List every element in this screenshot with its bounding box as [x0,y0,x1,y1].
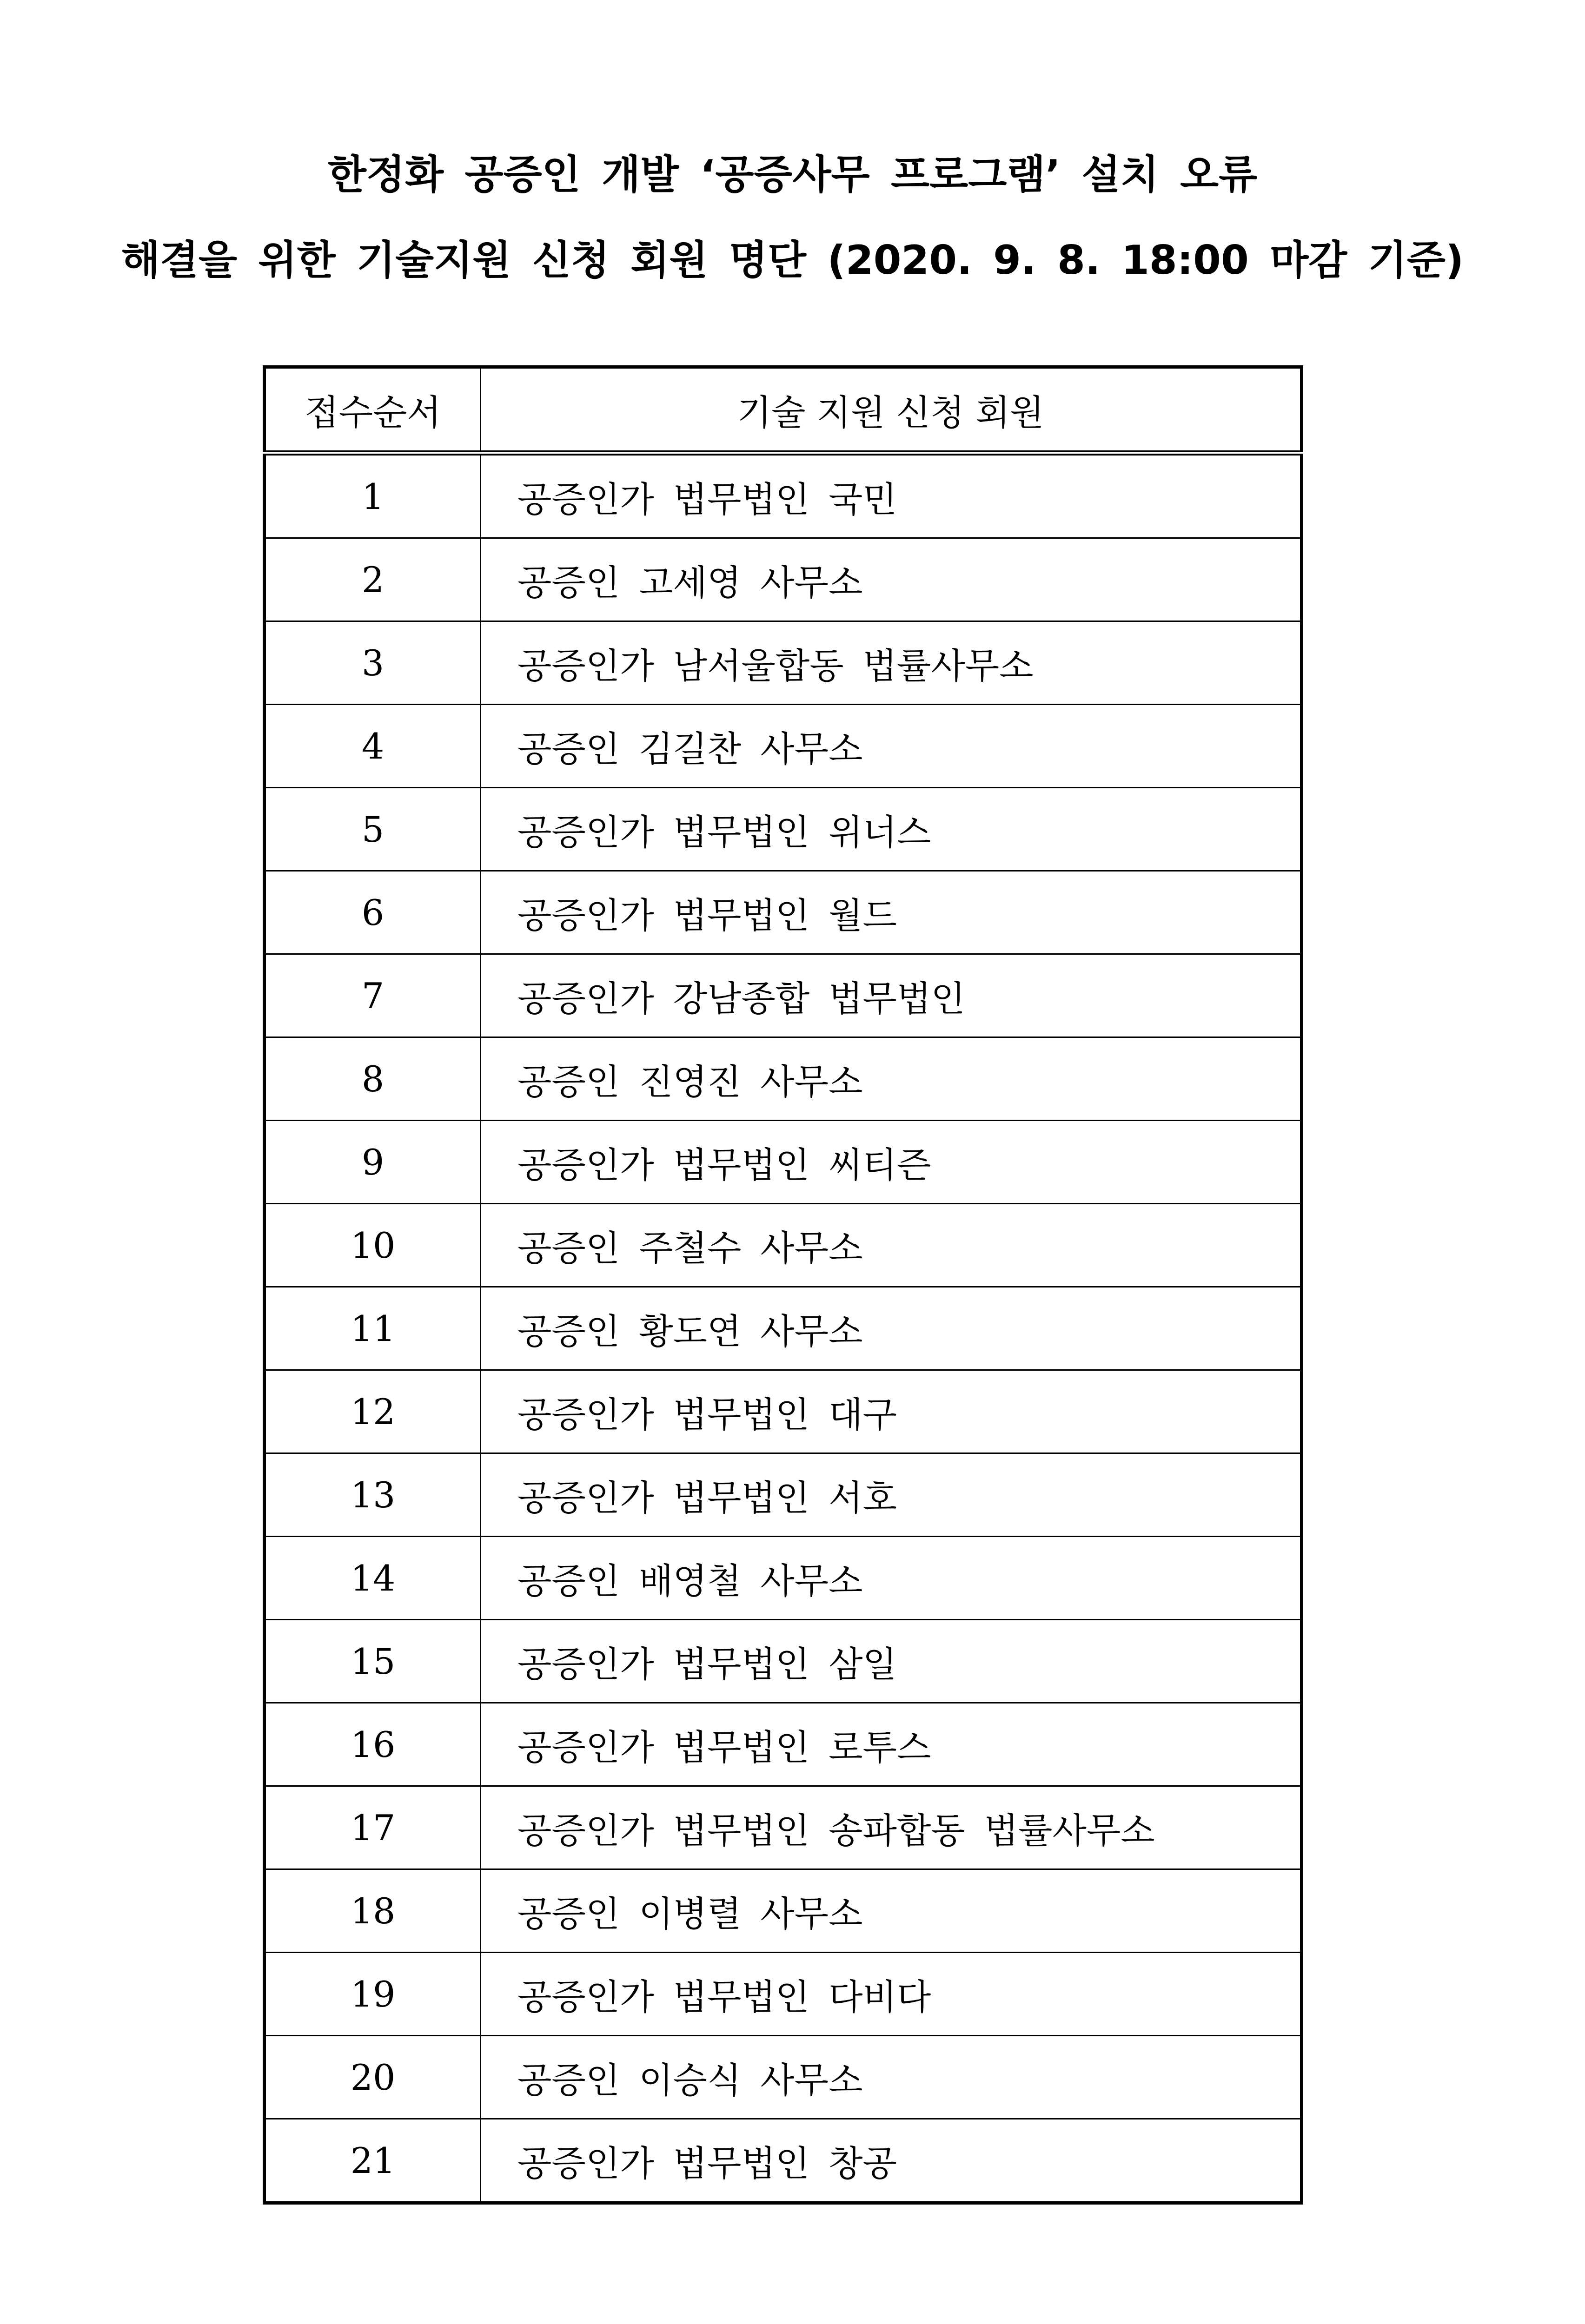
table-row [265,1287,1302,1370]
order-cell: 7 [265,954,481,1037]
order-cell: 3 [265,621,481,705]
member-cell: 공증인가 법무법인 대구 [481,1370,1302,1453]
order-cell: 17 [265,1786,481,1869]
table-header-row [265,367,1302,453]
order-cell: 2 [265,538,481,621]
table-row [265,2119,1302,2203]
member-cell: 공증인가 법무법인 다비다 [481,1953,1302,2036]
table-row [265,453,1302,538]
table-row [265,1620,1302,1703]
order-cell: 18 [265,1869,481,1953]
table-row [265,1370,1302,1453]
order-cell: 21 [265,2119,481,2203]
table-row [265,954,1302,1037]
member-cell: 공증인 이승식 사무소 [481,2036,1302,2119]
member-cell: 공증인가 남서울합동 법률사무소 [481,621,1302,705]
table-row [265,788,1302,871]
order-cell: 13 [265,1453,481,1537]
order-cell: 6 [265,871,481,954]
order-cell: 8 [265,1037,481,1121]
order-cell: 11 [265,1287,481,1370]
order-cell: 19 [265,1953,481,2036]
header-order: 접수순서 [265,367,481,453]
member-cell: 공증인가 법무법인 삼일 [481,1620,1302,1703]
member-cell: 공증인가 법무법인 창공 [481,2119,1302,2203]
member-cell: 공증인가 법무법인 위너스 [481,788,1302,871]
member-cell: 공증인가 법무법인 월드 [481,871,1302,954]
table-row [265,621,1302,705]
member-cell: 공증인 주철수 사무소 [481,1204,1302,1287]
order-cell: 9 [265,1121,481,1204]
order-cell: 14 [265,1537,481,1620]
document-title-line-2: 해결을 위한 기술지원 신청 회원 명단 (2020. 9. 8. 18:00 마감 기준) [121,237,1464,284]
table-row [265,1453,1302,1537]
table-row [265,1703,1302,1786]
member-cell: 공증인가 법무법인 로투스 [481,1703,1302,1786]
order-cell: 4 [265,705,481,788]
member-cell: 공증인 이병렬 사무소 [481,1869,1302,1953]
order-cell: 5 [265,788,481,871]
table-row [265,1869,1302,1953]
member-cell: 공증인 배영철 사무소 [481,1537,1302,1620]
table-body [265,453,1302,2203]
order-cell: 10 [265,1204,481,1287]
member-cell: 공증인 고세영 사무소 [481,538,1302,621]
table-row [265,1037,1302,1121]
member-cell: 공증인가 법무법인 송파합동 법률사무소 [481,1786,1302,1869]
table-row [265,705,1302,788]
table-row [265,538,1302,621]
member-list-table [263,365,1303,2205]
order-cell: 12 [265,1370,481,1453]
member-cell: 공증인 진영진 사무소 [481,1037,1302,1121]
header-member: 기술 지원 신청 회원 [481,367,1302,453]
member-cell: 공증인 김길찬 사무소 [481,705,1302,788]
order-cell: 1 [265,453,481,538]
table-row [265,1537,1302,1620]
order-cell: 20 [265,2036,481,2119]
member-cell: 공증인가 법무법인 서호 [481,1453,1302,1537]
document-title-line-1: 한정화 공증인 개발 ‘공증사무 프로그램’ 설치 오류 [327,152,1258,198]
table-row [265,1121,1302,1204]
table-row [265,1204,1302,1287]
member-cell: 공증인가 법무법인 씨티즌 [481,1121,1302,1204]
member-cell: 공증인가 강남종합 법무법인 [481,954,1302,1037]
member-cell: 공증인가 법무법인 국민 [481,453,1302,538]
table-row [265,1786,1302,1869]
member-cell: 공증인 황도연 사무소 [481,1287,1302,1370]
order-cell: 15 [265,1620,481,1703]
table-row [265,2036,1302,2119]
table-row [265,871,1302,954]
table-row [265,1953,1302,2036]
order-cell: 16 [265,1703,481,1786]
